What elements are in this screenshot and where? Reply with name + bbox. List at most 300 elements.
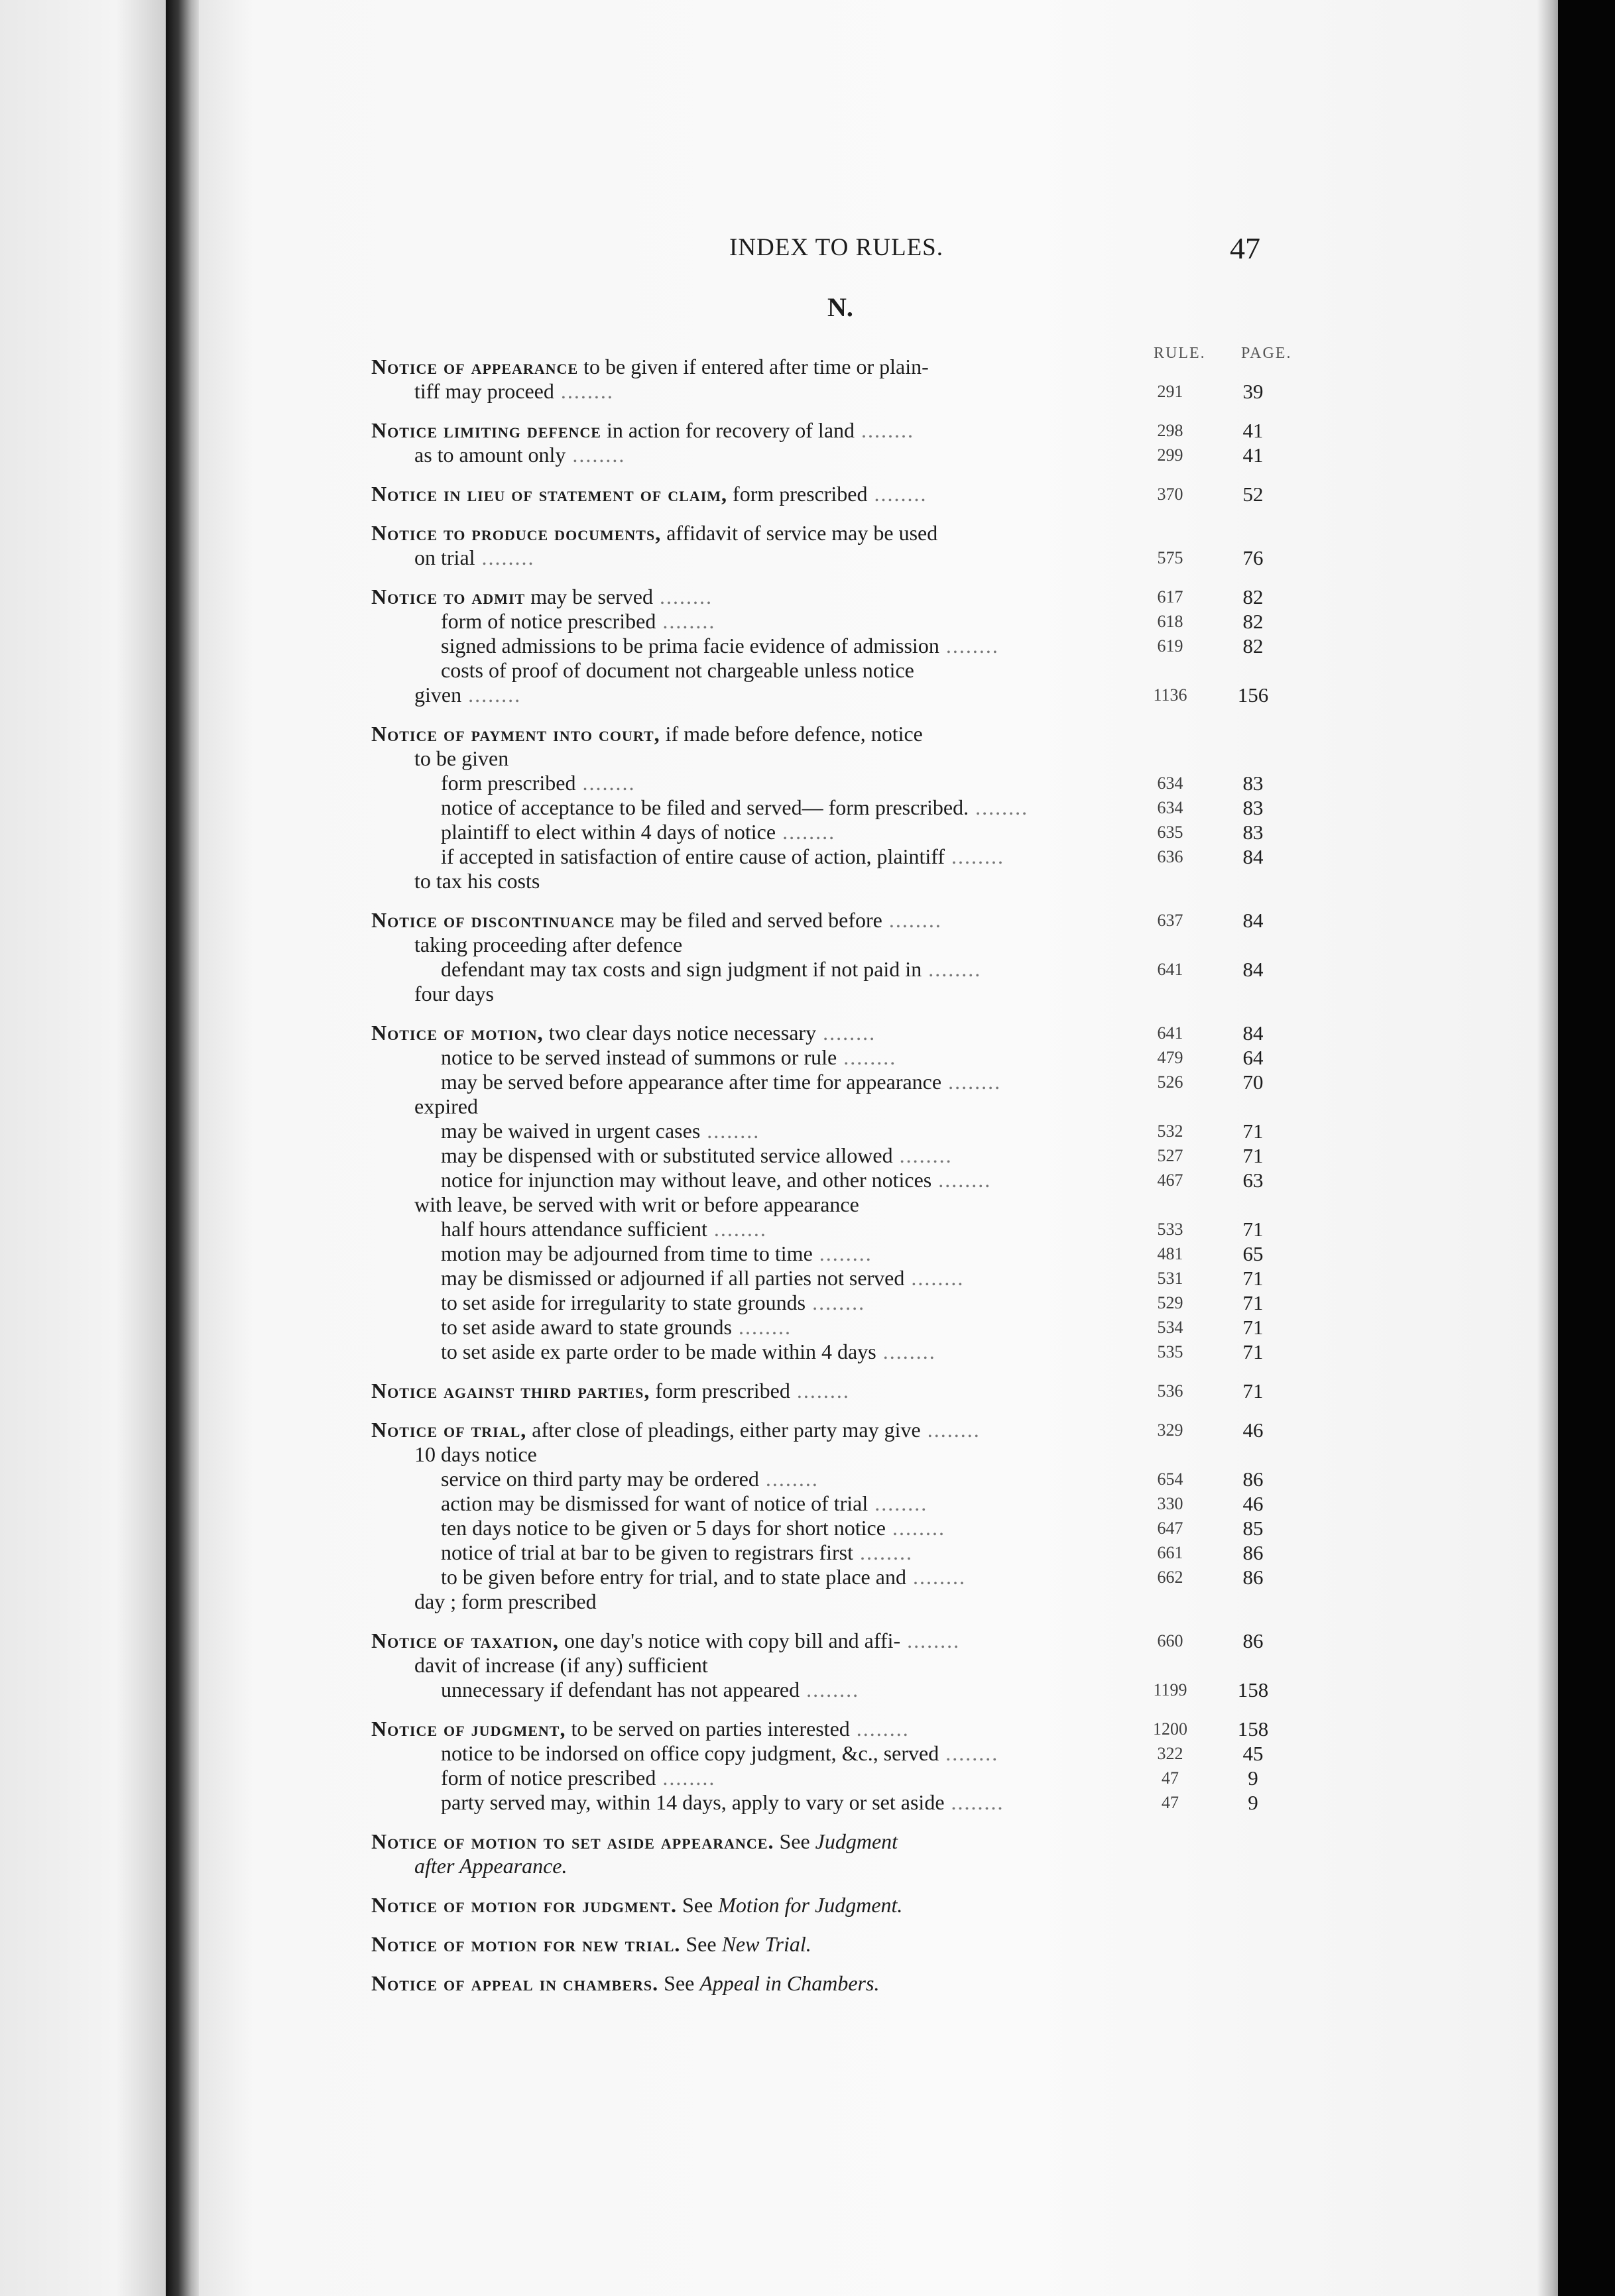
entry-line bbox=[371, 1119, 1306, 1143]
rule-column-header: RULE. bbox=[1154, 345, 1206, 362]
entry-line bbox=[371, 1070, 1306, 1094]
entry-text bbox=[371, 1589, 597, 1614]
page-reference: 86 bbox=[1242, 1566, 1264, 1589]
page-column-header: PAGE. bbox=[1241, 345, 1292, 362]
entry-line bbox=[371, 795, 1306, 820]
entry-line bbox=[371, 1442, 1306, 1467]
entry-description: may be filed and served before bbox=[620, 908, 882, 932]
entry-line bbox=[371, 820, 1306, 844]
entry-line bbox=[371, 869, 1306, 893]
page-reference: 71 bbox=[1242, 1340, 1264, 1363]
entry-text bbox=[371, 1932, 811, 1957]
entry-line bbox=[371, 746, 1306, 771]
entry-text bbox=[371, 1766, 715, 1790]
leader-dots: ........ bbox=[707, 1217, 767, 1241]
entry-description: notice for injunction may without leave, and other notices bbox=[441, 1168, 932, 1192]
entry-line bbox=[371, 1653, 1306, 1678]
page-reference: 45 bbox=[1242, 1742, 1264, 1765]
rule-number: 637 bbox=[1157, 911, 1183, 930]
rule-number: 527 bbox=[1157, 1146, 1183, 1165]
entry-text bbox=[371, 1491, 927, 1516]
entry-line bbox=[371, 722, 1306, 746]
page-reference: 84 bbox=[1242, 845, 1264, 868]
entry-description: one day's notice with copy bill and affi- bbox=[564, 1629, 901, 1652]
entry-text bbox=[371, 722, 923, 746]
page-reference: 158 bbox=[1237, 1678, 1269, 1701]
rule-number: 529 bbox=[1157, 1293, 1183, 1312]
index-entry bbox=[371, 1021, 1306, 1364]
leader-dots: ........ bbox=[475, 545, 535, 569]
rule-number: 662 bbox=[1157, 1568, 1183, 1587]
entry-text bbox=[371, 609, 715, 634]
rule-number: 536 bbox=[1157, 1381, 1183, 1401]
entry-heading: Notice in lieu of statement of claim, bbox=[371, 482, 728, 506]
entry-heading: Notice of motion for judgment. bbox=[371, 1893, 678, 1917]
entry-text bbox=[371, 795, 1028, 820]
entry-line bbox=[371, 1143, 1306, 1168]
entry-text bbox=[371, 908, 942, 933]
entry-line bbox=[371, 683, 1306, 707]
see-target: New Trial. bbox=[721, 1932, 811, 1956]
page-reference: 71 bbox=[1242, 1316, 1264, 1339]
rule-number: 1136 bbox=[1153, 685, 1187, 705]
entry-line bbox=[371, 771, 1306, 795]
page-reference: 82 bbox=[1242, 634, 1264, 658]
entry-text bbox=[371, 820, 835, 844]
see-reference bbox=[371, 1893, 1306, 1918]
entry-description: four days bbox=[414, 982, 494, 1005]
entry-heading: Notice of motion, bbox=[371, 1021, 544, 1045]
entry-line bbox=[371, 1565, 1306, 1589]
entry-line bbox=[371, 521, 1306, 545]
entry-description: half hours attendance sufficient bbox=[441, 1217, 707, 1241]
page-reference: 64 bbox=[1242, 1046, 1264, 1069]
entry-line bbox=[371, 585, 1306, 609]
entry-line bbox=[371, 1629, 1306, 1653]
index-entry bbox=[371, 418, 1306, 467]
entry-line bbox=[371, 1217, 1306, 1241]
rule-number: 641 bbox=[1157, 1023, 1183, 1043]
entry-heading: Notice of discontinuance bbox=[371, 908, 615, 932]
entry-text bbox=[371, 1379, 850, 1403]
rule-number: 1199 bbox=[1153, 1680, 1187, 1699]
entry-line bbox=[371, 1516, 1306, 1540]
rule-number: 661 bbox=[1157, 1543, 1183, 1562]
entry-description: with leave, be served with writ or before appearance bbox=[414, 1192, 859, 1216]
entry-description: to tax his costs bbox=[414, 869, 540, 893]
entry-description: given bbox=[414, 683, 462, 707]
entry-text bbox=[371, 1168, 991, 1192]
section-letter: N. bbox=[827, 292, 853, 322]
page-reference: 85 bbox=[1242, 1517, 1264, 1540]
leader-dots: ........ bbox=[776, 820, 836, 844]
rule-number: 481 bbox=[1157, 1244, 1183, 1263]
entry-description: ten days notice to be given or 5 days for short notice bbox=[441, 1516, 886, 1540]
page-reference: 71 bbox=[1242, 1291, 1264, 1314]
entry-line bbox=[371, 1045, 1306, 1070]
entry-description: after close of pleadings, either party may give bbox=[532, 1418, 921, 1442]
entry-description: form of notice prescribed bbox=[441, 1766, 656, 1790]
rule-number: 322 bbox=[1157, 1744, 1183, 1763]
entry-text bbox=[371, 1467, 819, 1491]
leader-dots: ........ bbox=[904, 1266, 965, 1290]
entry-description: costs of proof of document not chargeable unless notice bbox=[441, 658, 914, 682]
entry-line bbox=[371, 1467, 1306, 1491]
page-reference: 71 bbox=[1242, 1218, 1264, 1241]
rule-number: 298 bbox=[1157, 421, 1183, 440]
entry-description: signed admissions to be prima facie evidence of admission bbox=[441, 634, 939, 658]
entry-line bbox=[371, 1932, 1306, 1957]
rule-number: 618 bbox=[1157, 612, 1183, 631]
entry-text bbox=[371, 771, 635, 795]
leader-dots: ........ bbox=[700, 1119, 760, 1143]
entry-line bbox=[371, 609, 1306, 634]
entry-line bbox=[371, 1192, 1306, 1217]
page-reference: 76 bbox=[1242, 546, 1264, 569]
page-reference: 83 bbox=[1242, 796, 1264, 819]
entry-heading: Notice of appeal in chambers. bbox=[371, 1971, 659, 1995]
entry-text bbox=[371, 1971, 879, 1996]
entry-text bbox=[371, 933, 682, 957]
scan-border bbox=[1558, 0, 1615, 2296]
entry-description: action may be dismissed for want of notice of trial bbox=[441, 1491, 868, 1515]
entry-description: notice of acceptance to be filed and served— form prescribed. bbox=[441, 795, 969, 819]
index-entry bbox=[371, 1629, 1306, 1702]
entry-line bbox=[371, 1540, 1306, 1565]
leader-dots: ........ bbox=[816, 1021, 876, 1045]
entry-description: to be given before entry for trial, and to state place and bbox=[441, 1565, 906, 1589]
entry-text bbox=[371, 982, 494, 1006]
book-gutter bbox=[166, 0, 202, 2296]
entry-description: form prescribed bbox=[733, 482, 868, 506]
entry-line bbox=[371, 908, 1306, 933]
page-reference: 41 bbox=[1242, 419, 1264, 442]
entry-description: davit of increase (if any) sufficient bbox=[414, 1653, 708, 1677]
entry-description: service on third party may be ordered bbox=[441, 1467, 759, 1491]
page-reference: 65 bbox=[1242, 1242, 1264, 1265]
entry-description: taking proceeding after defence bbox=[414, 933, 683, 956]
entry-line bbox=[371, 1315, 1306, 1340]
entry-line bbox=[371, 1094, 1306, 1119]
entry-text bbox=[371, 1094, 478, 1119]
page-reference: 71 bbox=[1242, 1144, 1264, 1167]
entry-text bbox=[371, 1442, 537, 1467]
leader-dots: ........ bbox=[892, 1143, 953, 1167]
entry-line bbox=[371, 1893, 1306, 1918]
entry-line bbox=[371, 1766, 1306, 1790]
rule-number: 535 bbox=[1157, 1342, 1183, 1361]
entry-line bbox=[371, 1678, 1306, 1702]
entry-text bbox=[371, 355, 929, 379]
page-reference: 41 bbox=[1242, 443, 1264, 467]
entry-text bbox=[371, 1291, 865, 1315]
rule-number: 634 bbox=[1157, 774, 1183, 793]
entry-description: to be served on parties interested bbox=[571, 1717, 850, 1741]
page-reference: 46 bbox=[1242, 1492, 1264, 1515]
rule-number: 526 bbox=[1157, 1072, 1183, 1092]
see-label: See bbox=[779, 1829, 810, 1853]
index-entry bbox=[371, 482, 1306, 506]
rule-number: 641 bbox=[1157, 960, 1183, 979]
entry-description: if accepted in satisfaction of entire cause of action, plaintiff bbox=[441, 844, 945, 868]
entry-text bbox=[371, 1241, 872, 1266]
leader-dots: ........ bbox=[941, 1070, 1002, 1094]
entry-text bbox=[371, 683, 521, 707]
entry-heading: Notice of appearance bbox=[371, 355, 579, 378]
entry-description: form prescribed bbox=[441, 771, 576, 795]
index-entry bbox=[371, 722, 1306, 893]
entry-description: party served may, within 14 days, apply to vary or set aside bbox=[441, 1790, 945, 1814]
entry-heading: Notice of judgment, bbox=[371, 1717, 566, 1741]
entry-line bbox=[371, 379, 1306, 404]
entry-text bbox=[371, 1540, 913, 1565]
entry-text bbox=[371, 418, 914, 443]
entry-text bbox=[371, 1565, 966, 1589]
leader-dots: ........ bbox=[931, 1168, 992, 1192]
rule-number: 467 bbox=[1157, 1171, 1183, 1190]
page-reference: 82 bbox=[1242, 610, 1264, 633]
leader-dots: ........ bbox=[939, 1741, 999, 1765]
leader-dots: ........ bbox=[900, 1629, 961, 1652]
entry-line bbox=[371, 418, 1306, 443]
rule-number: 619 bbox=[1157, 636, 1183, 656]
entry-heading: Notice of taxation, bbox=[371, 1629, 559, 1652]
leader-dots: ........ bbox=[849, 1717, 910, 1741]
entry-description: may be served bbox=[530, 585, 653, 608]
entry-text bbox=[371, 443, 625, 467]
entry-description: on trial bbox=[414, 545, 475, 569]
entry-description: if made before defence, notice bbox=[665, 722, 923, 746]
page-reference: 84 bbox=[1242, 1021, 1264, 1045]
see-label: See bbox=[664, 1971, 695, 1995]
leader-dots: ........ bbox=[920, 1418, 981, 1442]
entry-heading: Notice against third parties, bbox=[371, 1379, 650, 1403]
entry-text bbox=[371, 1119, 760, 1143]
entry-description: defendant may tax costs and sign judgment if not paid in bbox=[441, 957, 922, 981]
rule-number: 370 bbox=[1157, 485, 1183, 504]
leader-dots: ........ bbox=[855, 418, 915, 442]
entry-text bbox=[371, 746, 508, 771]
rule-number: 329 bbox=[1157, 1420, 1183, 1440]
entry-text bbox=[371, 844, 1004, 869]
entry-description: two clear days notice necessary bbox=[548, 1021, 817, 1045]
entry-description: tiff may proceed bbox=[414, 379, 554, 403]
leader-dots: ........ bbox=[790, 1379, 850, 1403]
entry-line bbox=[371, 933, 1306, 957]
leader-dots: ........ bbox=[837, 1045, 897, 1069]
page-reference: 39 bbox=[1242, 380, 1264, 403]
entry-line bbox=[371, 1266, 1306, 1291]
entry-description: motion may be adjourned from time to time bbox=[441, 1241, 813, 1265]
rule-number: 299 bbox=[1157, 445, 1183, 465]
entry-description: notice to be indorsed on office copy judgment, &c., served bbox=[441, 1741, 939, 1765]
leader-dots: ........ bbox=[876, 1340, 936, 1363]
page-reference: 83 bbox=[1242, 772, 1264, 795]
rule-number: 647 bbox=[1157, 1519, 1183, 1538]
entry-text bbox=[371, 658, 914, 683]
facing-page-edge bbox=[0, 0, 166, 2296]
entry-text bbox=[371, 1266, 964, 1291]
entry-description: to set aside ex parte order to be made within 4 days bbox=[441, 1340, 876, 1363]
entry-text bbox=[371, 379, 614, 404]
page-reference: 9 bbox=[1248, 1766, 1258, 1790]
leader-dots: ........ bbox=[554, 379, 614, 403]
entry-text bbox=[371, 1021, 876, 1045]
entry-text bbox=[371, 634, 999, 658]
entry-description: may be dispensed with or substituted service allowed bbox=[441, 1143, 893, 1167]
entry-description: to set aside for irregularity to state grounds bbox=[441, 1291, 806, 1314]
page-reference: 70 bbox=[1242, 1070, 1264, 1094]
entry-line bbox=[371, 545, 1306, 570]
rule-number: 291 bbox=[1157, 382, 1183, 401]
entry-line bbox=[371, 1291, 1306, 1315]
entry-description: 10 days notice bbox=[414, 1442, 537, 1466]
entry-text bbox=[371, 545, 535, 570]
index-entry bbox=[371, 521, 1306, 570]
entry-text bbox=[371, 1678, 859, 1702]
page-reference: 156 bbox=[1237, 683, 1269, 707]
leader-dots: ........ bbox=[922, 957, 982, 981]
entry-line bbox=[371, 1379, 1306, 1403]
entry-text bbox=[371, 521, 937, 545]
index-entry bbox=[371, 908, 1306, 1006]
leader-dots: ........ bbox=[868, 1491, 928, 1515]
entry-line bbox=[371, 1491, 1306, 1516]
rule-number: 534 bbox=[1157, 1318, 1183, 1337]
entry-heading: Notice limiting defence bbox=[371, 418, 601, 442]
entry-description: to be given bbox=[414, 746, 509, 770]
entry-line bbox=[371, 1971, 1306, 1996]
entry-text bbox=[371, 1418, 981, 1442]
entry-line bbox=[371, 1589, 1306, 1614]
index-entry bbox=[371, 1418, 1306, 1614]
page-number: 47 bbox=[1230, 231, 1260, 265]
rule-number: 531 bbox=[1157, 1269, 1183, 1288]
entry-description: notice of trial at bar to be given to registrars first bbox=[441, 1540, 854, 1564]
entry-line bbox=[371, 634, 1306, 658]
entry-text bbox=[371, 869, 540, 893]
leader-dots: ........ bbox=[656, 1766, 716, 1790]
entry-heading: Notice of motion to set aside appearance. bbox=[371, 1829, 774, 1853]
leader-dots: ........ bbox=[939, 634, 999, 658]
entry-text bbox=[371, 1790, 1004, 1815]
see-label: See bbox=[682, 1893, 713, 1917]
entry-line bbox=[371, 1741, 1306, 1766]
page-reference: 83 bbox=[1242, 821, 1264, 844]
rule-number: 1200 bbox=[1153, 1719, 1187, 1739]
entry-description: may be served before appearance after time for appearance bbox=[441, 1070, 942, 1094]
entry-text bbox=[371, 957, 981, 982]
see-reference bbox=[371, 1829, 1306, 1878]
entry-text bbox=[371, 1315, 792, 1340]
leader-dots: ........ bbox=[944, 1790, 1004, 1814]
rule-number: 654 bbox=[1157, 1469, 1183, 1489]
rule-number: 617 bbox=[1157, 587, 1183, 606]
page-reference: 82 bbox=[1242, 585, 1264, 608]
see-target: Judgment bbox=[815, 1829, 898, 1853]
entry-line bbox=[371, 1241, 1306, 1266]
entry-line bbox=[371, 1168, 1306, 1192]
see-reference bbox=[371, 1932, 1306, 1957]
entry-text bbox=[371, 1717, 910, 1741]
leader-dots: ........ bbox=[882, 908, 942, 932]
entry-text bbox=[371, 1340, 936, 1364]
entry-text bbox=[371, 1893, 902, 1918]
entry-text bbox=[371, 1045, 896, 1070]
page-reference: 84 bbox=[1242, 958, 1264, 981]
entry-description: unnecessary if defendant has not appeared bbox=[441, 1678, 800, 1701]
entry-description: expired bbox=[414, 1094, 478, 1118]
entry-heading: Notice to admit bbox=[371, 585, 526, 608]
entry-text bbox=[371, 1741, 998, 1766]
rule-number: 634 bbox=[1157, 798, 1183, 817]
entry-text bbox=[371, 1217, 767, 1241]
rule-number: 47 bbox=[1162, 1793, 1179, 1812]
running-head: INDEX TO RULES. bbox=[729, 234, 943, 261]
entry-line bbox=[371, 1021, 1306, 1045]
see-target: Motion for Judgment. bbox=[718, 1893, 903, 1917]
leader-dots: ........ bbox=[575, 771, 636, 795]
entry-line bbox=[371, 1340, 1306, 1364]
entry-line bbox=[371, 355, 1306, 379]
leader-dots: ........ bbox=[969, 795, 1029, 819]
see-label: See bbox=[686, 1932, 717, 1956]
rule-number: 47 bbox=[1162, 1768, 1179, 1788]
entry-text bbox=[371, 1070, 1001, 1094]
entry-heading: Notice of payment into court, bbox=[371, 722, 660, 746]
entry-line bbox=[371, 482, 1306, 506]
entry-text bbox=[371, 1192, 859, 1217]
rule-number: 636 bbox=[1157, 847, 1183, 866]
leader-dots: ........ bbox=[853, 1540, 914, 1564]
entry-text bbox=[371, 1143, 953, 1168]
leader-dots: ........ bbox=[732, 1315, 792, 1339]
leader-dots: ........ bbox=[944, 844, 1004, 868]
page-reference: 46 bbox=[1242, 1418, 1264, 1442]
entry-line bbox=[371, 1418, 1306, 1442]
rule-number: 660 bbox=[1157, 1631, 1183, 1650]
page-reference: 63 bbox=[1242, 1169, 1264, 1192]
page-reference: 71 bbox=[1242, 1119, 1264, 1143]
page-reference: 52 bbox=[1242, 483, 1264, 506]
leader-dots: ........ bbox=[806, 1291, 866, 1314]
rule-number: 330 bbox=[1157, 1494, 1183, 1513]
entry-line bbox=[371, 1790, 1306, 1815]
entry-heading: Notice of trial, bbox=[371, 1418, 527, 1442]
leader-dots: ........ bbox=[461, 683, 522, 707]
see-target: Appeal in Chambers. bbox=[699, 1971, 880, 1995]
entry-description: form prescribed bbox=[655, 1379, 790, 1403]
rule-number: 533 bbox=[1157, 1220, 1183, 1239]
leader-dots: ........ bbox=[758, 1467, 819, 1491]
page-reference: 71 bbox=[1242, 1267, 1264, 1290]
entry-line bbox=[371, 1829, 1306, 1854]
rule-number: 532 bbox=[1157, 1121, 1183, 1141]
entry-line bbox=[371, 658, 1306, 683]
entry-line bbox=[371, 1854, 1306, 1878]
rule-number: 479 bbox=[1157, 1048, 1183, 1067]
index-entry bbox=[371, 1717, 1306, 1815]
leader-dots: ........ bbox=[885, 1516, 945, 1540]
see-target-continued: after Appearance. bbox=[414, 1854, 568, 1878]
entry-text bbox=[371, 1629, 960, 1653]
page-reference: 9 bbox=[1248, 1791, 1258, 1814]
entry-description: affidavit of service may be used bbox=[666, 521, 938, 545]
rule-number: 635 bbox=[1157, 823, 1183, 842]
leader-dots: ........ bbox=[906, 1565, 966, 1589]
index-entry bbox=[371, 355, 1306, 404]
entry-text bbox=[371, 1516, 945, 1540]
